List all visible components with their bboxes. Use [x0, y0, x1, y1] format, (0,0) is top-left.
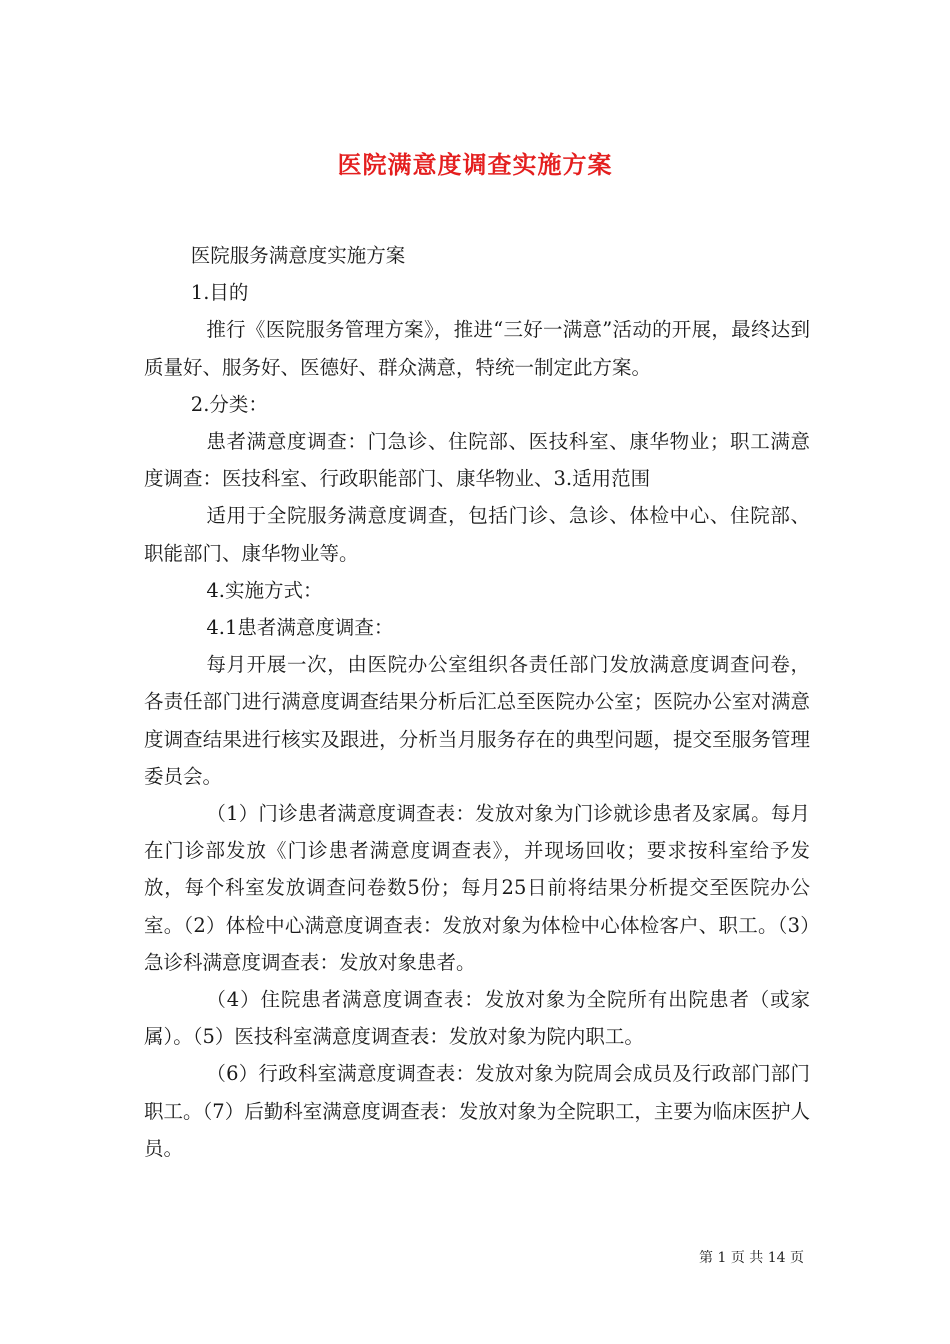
document-body — [144, 237, 810, 1167]
paragraph-survey-items-4-5: （4）住院患者满意度调查表：发放对象为全院所有出院患者（或家属）。（5）医技科室满意度调查表：发放对象为院内职工。 — [144, 988, 810, 1049]
section-heading-method: 4.实施方式： — [206, 578, 323, 602]
page-number: 第 1 页 共 14 页 — [699, 1250, 804, 1266]
paragraph-survey-items-6-7: （6）行政科室满意度调查表：发放对象为院周会成员及行政部门部门职工。（7）后勤科室满意度调查表：发放对象为全院职工，主要为临床医护人员。 — [144, 1062, 810, 1160]
section-heading-category: 2.分类： — [190, 392, 268, 416]
subsection-heading-patient-survey: 4.1患者满意度调查： — [206, 616, 394, 640]
subtitle-paragraph: 医院服务满意度实施方案 — [190, 244, 406, 267]
section-heading-purpose: 1.目的 — [190, 281, 249, 305]
paragraph-survey-items-1-3: （1）门诊患者满意度调查表：发放对象为门诊就诊患者及家属。每月在门诊部发放《门诊患者满意度调查表》，并现场回收；要求按科室给予发放，每个科室发放调查问卷数5份；每月25日前将结果分析提交至医院办公室。（2）体检中心满意度调查表：发放对象为体检中心体检客户、职工。（3）急诊科满意度调查表：发放对象患者。 — [144, 802, 810, 974]
paragraph-category: 患者满意度调查：门急诊、住院部、医技科室、康华物业；职工满意度调查：医技科室、行政职能部门、康华物业、3.适用范围 — [144, 430, 810, 491]
paragraph-scope: 适用于全院服务满意度调查，包括门诊、急诊、体检中心、住院部、职能部门、康华物业等。 — [144, 504, 810, 565]
paragraph-monthly-survey: 每月开展一次，由医院办公室组织各责任部门发放满意度调查问卷，各责任部门进行满意度调查结果分析后汇总至医院办公室；医院办公室对满意度调查结果进行核实及跟进，分析当月服务存在的典型问题，提交至服务管理委员会。 — [144, 653, 810, 788]
document-title: 医院满意度调查实施方案 — [337, 150, 613, 180]
paragraph-purpose: 推行《医院服务管理方案》，推进“三好一满意”活动的开展，最终达到质量好、服务好、医德好、群众满意，特统一制定此方案。 — [144, 318, 810, 379]
